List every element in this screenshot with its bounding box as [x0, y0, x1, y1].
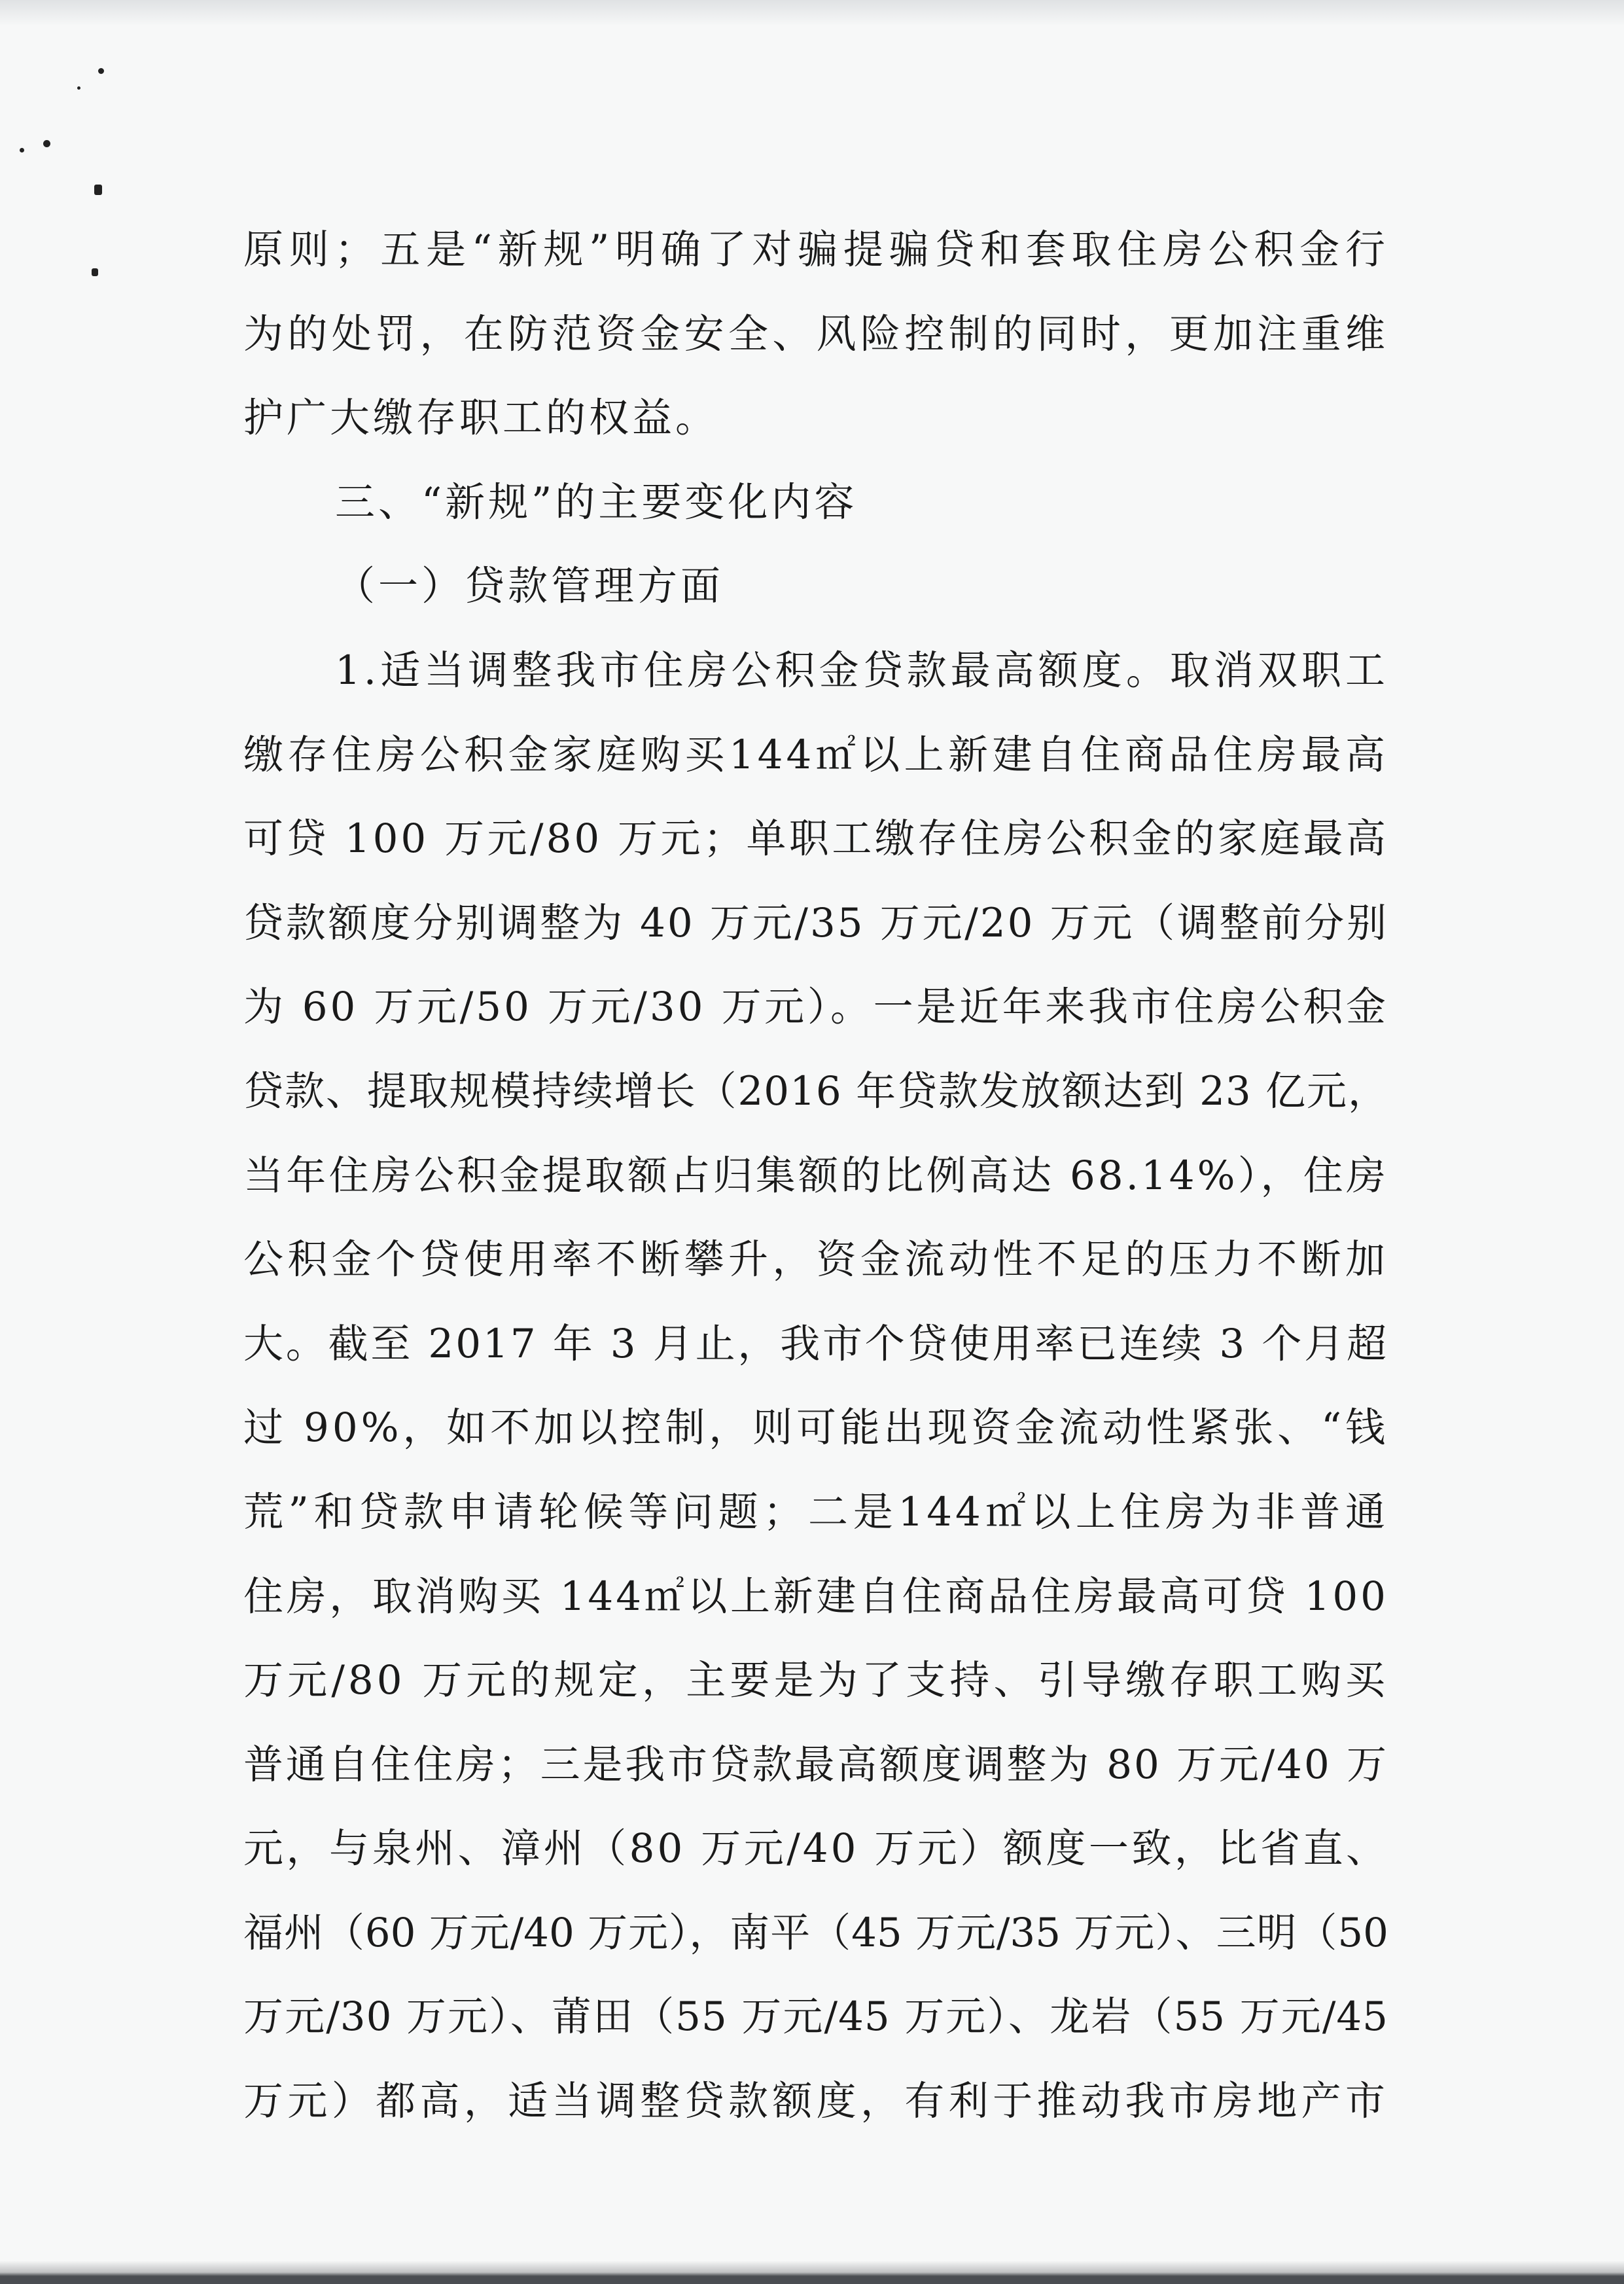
text-line: 为 60 万元/50 万元/30 万元）。一是近年来我市住房公积金 — [243, 984, 1388, 1031]
binding-hole-mark — [98, 68, 104, 74]
text-line: 万元）都高，适当调整贷款额度，有利于推动我市房地产市 — [243, 2078, 1388, 2125]
text-line: 万元/30 万元）、莆田（55 万元/45 万元）、龙岩（55 万元/45 — [243, 1993, 1388, 2041]
subsection-heading: （一）贷款管理方面 — [335, 563, 724, 610]
binding-hole-mark — [94, 185, 102, 195]
document-body — [243, 208, 1388, 2144]
text-line: 贷款、提取规模持续增长（2016 年贷款发放额达到 23 亿元， — [243, 1067, 1388, 1115]
section-heading: 三、“新规”的主要变化内容 — [335, 478, 858, 526]
text-line: 元，与泉州、漳州（80 万元/40 万元）额度一致，比省直、 — [243, 1825, 1388, 1872]
text-line: 可贷 100 万元/80 万元；单职工缴存住房公积金的家庭最高 — [243, 815, 1388, 863]
binding-hole-mark — [20, 148, 24, 152]
scan-shadow-top — [0, 0, 1624, 26]
paragraph-first-line: 1.适当调整我市住房公积金贷款最高额度。取消双职工 — [335, 647, 1388, 694]
text-line: 住房，取消购买 144㎡以上新建自住商品住房最高可贷 100 — [243, 1573, 1388, 1620]
binding-hole-mark — [92, 268, 98, 276]
text-line: 护广大缴存职工的权益。 — [243, 395, 719, 442]
text-line: 当年住房公积金提取额占归集额的比例高达 68.14%），住房 — [243, 1152, 1388, 1199]
text-line: 原则；五是“新规”明确了对骗提骗贷和套取住房公积金行 — [243, 226, 1388, 273]
binding-hole-mark — [43, 140, 50, 147]
text-line: 为的处罚，在防范资金安全、风险控制的同时，更加注重维 — [243, 310, 1388, 357]
text-line: 福州（60 万元/40 万元），南平（45 万元/35 万元）、三明（50 — [243, 1909, 1388, 1956]
text-line: 公积金个贷使用率不断攀升，资金流动性不足的压力不断加 — [243, 1236, 1388, 1283]
scan-shadow-bottom — [0, 2260, 1624, 2284]
text-line: 贷款额度分别调整为 40 万元/35 万元/20 万元（调整前分别 — [243, 899, 1388, 946]
binding-hole-mark — [77, 86, 80, 90]
text-line: 大。截至 2017 年 3 月止，我市个贷使用率已连续 3 个月超 — [243, 1320, 1388, 1367]
text-line: 过 90%，如不加以控制，则可能出现资金流动性紧张、“钱 — [243, 1404, 1388, 1452]
text-line: 缴存住房公积金家庭购买144㎡以上新建自住商品住房最高 — [243, 731, 1388, 778]
text-line: 万元/80 万元的规定，主要是为了支持、引导缴存职工购买 — [243, 1657, 1388, 1704]
text-line: 普通自住住房；三是我市贷款最高额度调整为 80 万元/40 万 — [243, 1741, 1388, 1788]
text-line: 荒”和贷款申请轮候等问题；二是144㎡以上住房为非普通 — [243, 1488, 1388, 1535]
